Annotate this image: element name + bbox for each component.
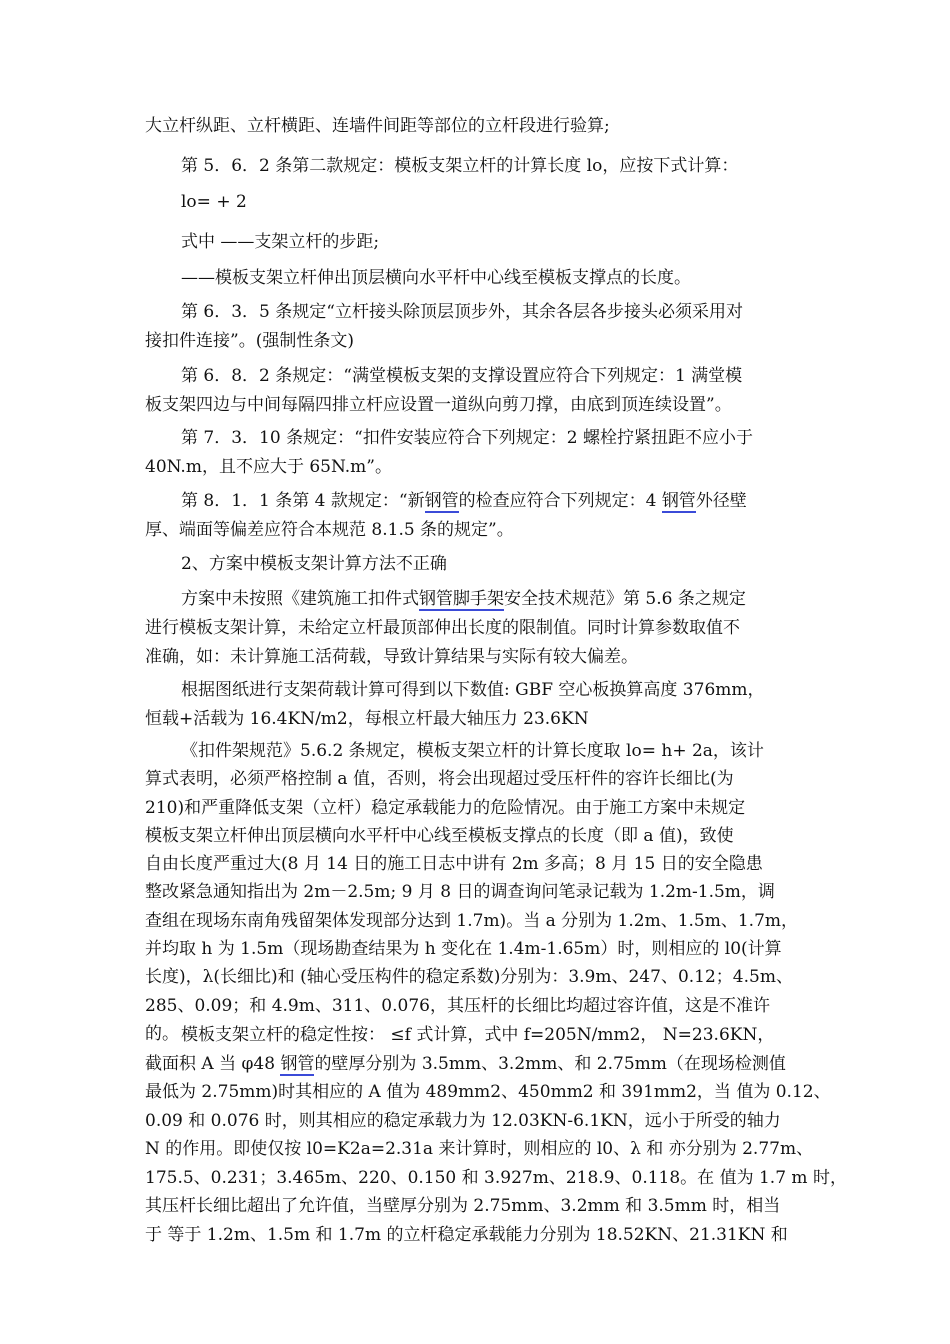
- text-line: 并均取 h 为 1.5m（现场勘查结果为 h 变化在 1.4m-1.65m）时，则相应的 l0(计算: [145, 939, 782, 960]
- text-line: 于 等于 1.2m、1.5m 和 1.7m 的立杆稳定承载能力分别为 18.52KN、21.31KN 和: [145, 1224, 788, 1245]
- text-line: 整改紧急通知指出为 2m－2.5m; 9 月 8 日的调查询问笔录记载为 1.2m-1.5m，调: [145, 882, 775, 903]
- text-line: 285、0.09；和 4.9m、311、0.076，其压杆的长细比均超过容许值，这是不准许: [145, 995, 770, 1016]
- paragraph-load-calc: [145, 676, 810, 734]
- text-line: 的。: [145, 1023, 179, 1044]
- text-line: 查组在现场东南角残留架体发现部分达到 1.7m)。当 a 分别为 1.2m、1.5m、1.7m，: [145, 910, 799, 931]
- text-line: 大立杆纵距、立杆横距、连墙件间距等部位的立杆段进行验算;: [145, 116, 610, 136]
- text-line: 最低为 2.75mm)时其相应的 A 值为 489mm2、450mm2 和 391mm2，当 值为 0.12、: [145, 1082, 831, 1102]
- text-line: 其压杆长细比超出了允许值，当壁厚分别为 2.75mm、3.2mm 和 3.5mm 时，相当: [145, 1196, 781, 1216]
- text-line: 准确，如：未计算施工活荷载，导致计算结果与实际有较大偏差。: [145, 647, 638, 667]
- text-line: 算式表明，必须严格控制 a 值，否则，将会出现超过受压杆件的容许长细比(为: [145, 769, 734, 790]
- section-heading-2: [145, 550, 810, 579]
- text-line: 式中 ——支架立杆的步距;: [181, 232, 380, 252]
- formula-lo: [145, 188, 810, 217]
- paragraph-stability: [145, 1021, 847, 1249]
- paragraph-clause-8-1-1: [145, 487, 810, 545]
- formula-text: lo= + 2: [181, 192, 247, 212]
- scaffold-link[interactable]: 钢管脚手架: [419, 589, 504, 609]
- text-line: 第 6．8．2 条规定：“满堂模板支架的支撑设置应符合下列规定：1 满堂模: [181, 366, 743, 386]
- text-line: 《扣件架规范》5.6.2 条规定，模板支架立杆的计算长度取 lo= h+ 2a，该计: [181, 741, 764, 761]
- text-line: ——模板支架立杆伸出顶层横向水平杆中心线至模板支撑点的长度。: [181, 268, 691, 288]
- heading-text: 2、方案中模板支架计算方法不正确: [181, 554, 447, 574]
- paragraph-verification: [145, 112, 810, 141]
- paragraph-where: [145, 228, 810, 257]
- steel-pipe-link[interactable]: 钢管: [280, 1053, 315, 1074]
- text-line: 根据图纸进行支架荷载计算可得到以下数值: GBF 空心板换算高度 376mm，: [181, 680, 765, 700]
- paragraph-extension-length: [145, 264, 810, 293]
- paragraph-clause-7-3-10: [145, 424, 810, 482]
- paragraph-clause-6-3-5: [145, 298, 810, 356]
- steel-pipe-link[interactable]: 钢管: [661, 491, 696, 511]
- text-line: 40N.m，且不应大于 65N.m”。: [145, 457, 392, 477]
- text-line: 截面积 A 当 φ48 钢管的壁厚分别为 3.5mm、3.2mm、和 2.75mm（在现场检测值: [145, 1053, 786, 1074]
- paragraph-clause-5-6-2: [145, 152, 810, 181]
- text-line: N 的作用。即使仅按 l0=K2a=2.31a 来计算时，则相应的 l0、λ 和 亦分别为 2.77m、: [145, 1139, 814, 1159]
- text-line: 长度)，λ(长细比)和 (轴心受压构件的稳定系数)分别为：3.9m、247、0.12；4.5m、: [145, 967, 793, 988]
- text-line: 0.09 和 0.076 时，则其相应的稳定承载力为 12.03KN-6.1KN，远小于所受的轴力: [145, 1110, 781, 1131]
- text-line: 210)和严重降低支架（立杆）稳定承载能力的危险情况。由于施工方案中未规定: [145, 797, 746, 818]
- text-line: 第 7．3．10 条规定：“扣件安装应符合下列规定：2 螺栓拧紧扭距不应小于: [181, 428, 753, 448]
- text-line: 175.5、0.231；3.465m、220、0.150 和 3.927m、218.9、0.118。在 值为 1.7 m 时，: [145, 1167, 847, 1188]
- text-line: 恒载+活载为 16.4KN/m2，每根立杆最大轴压力 23.6KN: [145, 709, 589, 729]
- text-line: 接扣件连接”。(强制性条文): [145, 331, 354, 351]
- text-line: 厚、端面等偏差应符合本规范 8.1.5 条的规定”。: [145, 520, 514, 540]
- text-line: 方案中未按照《建筑施工扣件式钢管脚手架安全技术规范》第 5.6 条之规定: [181, 589, 746, 609]
- text-line: 第 5．6．2 条第二款规定：模板支架立杆的计算长度 lo，应按下式计算：: [181, 156, 739, 176]
- paragraph-clause-6-8-2: [145, 362, 810, 420]
- text-line: 第 8．1．1 条第 4 款规定：“新钢管的检查应符合下列规定：4 钢管外径壁: [181, 491, 747, 511]
- text-line: 第 6．3．5 条规定“立杆接头除顶层顶步外，其余各层各步接头必须采用对: [181, 302, 743, 322]
- text-line: 模板支架立杆伸出顶层横向水平杆中心线至模板支撑点的长度（即 a 值)，致使: [145, 825, 734, 846]
- paragraph-method-incorrect: [145, 585, 810, 672]
- text-line: 进行模板支架计算，未给定立杆最顶部伸出长度的限制值。同时计算参数取值不: [145, 618, 740, 638]
- text-line: 板支架四边与中间每隔四排立杆应设置一道纵向剪刀撑，由底到顶连续设置”。: [145, 395, 732, 415]
- text-line: 模板支架立杆的稳定性按： ≤f 式计算，式中 f=205N/mm2， N=23.6KN，: [181, 1025, 775, 1045]
- paragraph-spec-5-6-2: [145, 737, 810, 1048]
- text-line: 自由长度严重过大(8 月 14 日的施工日志中讲有 2m 多高；8 月 15 日的安全隐患: [145, 854, 763, 875]
- steel-pipe-link[interactable]: 钢管: [424, 491, 459, 511]
